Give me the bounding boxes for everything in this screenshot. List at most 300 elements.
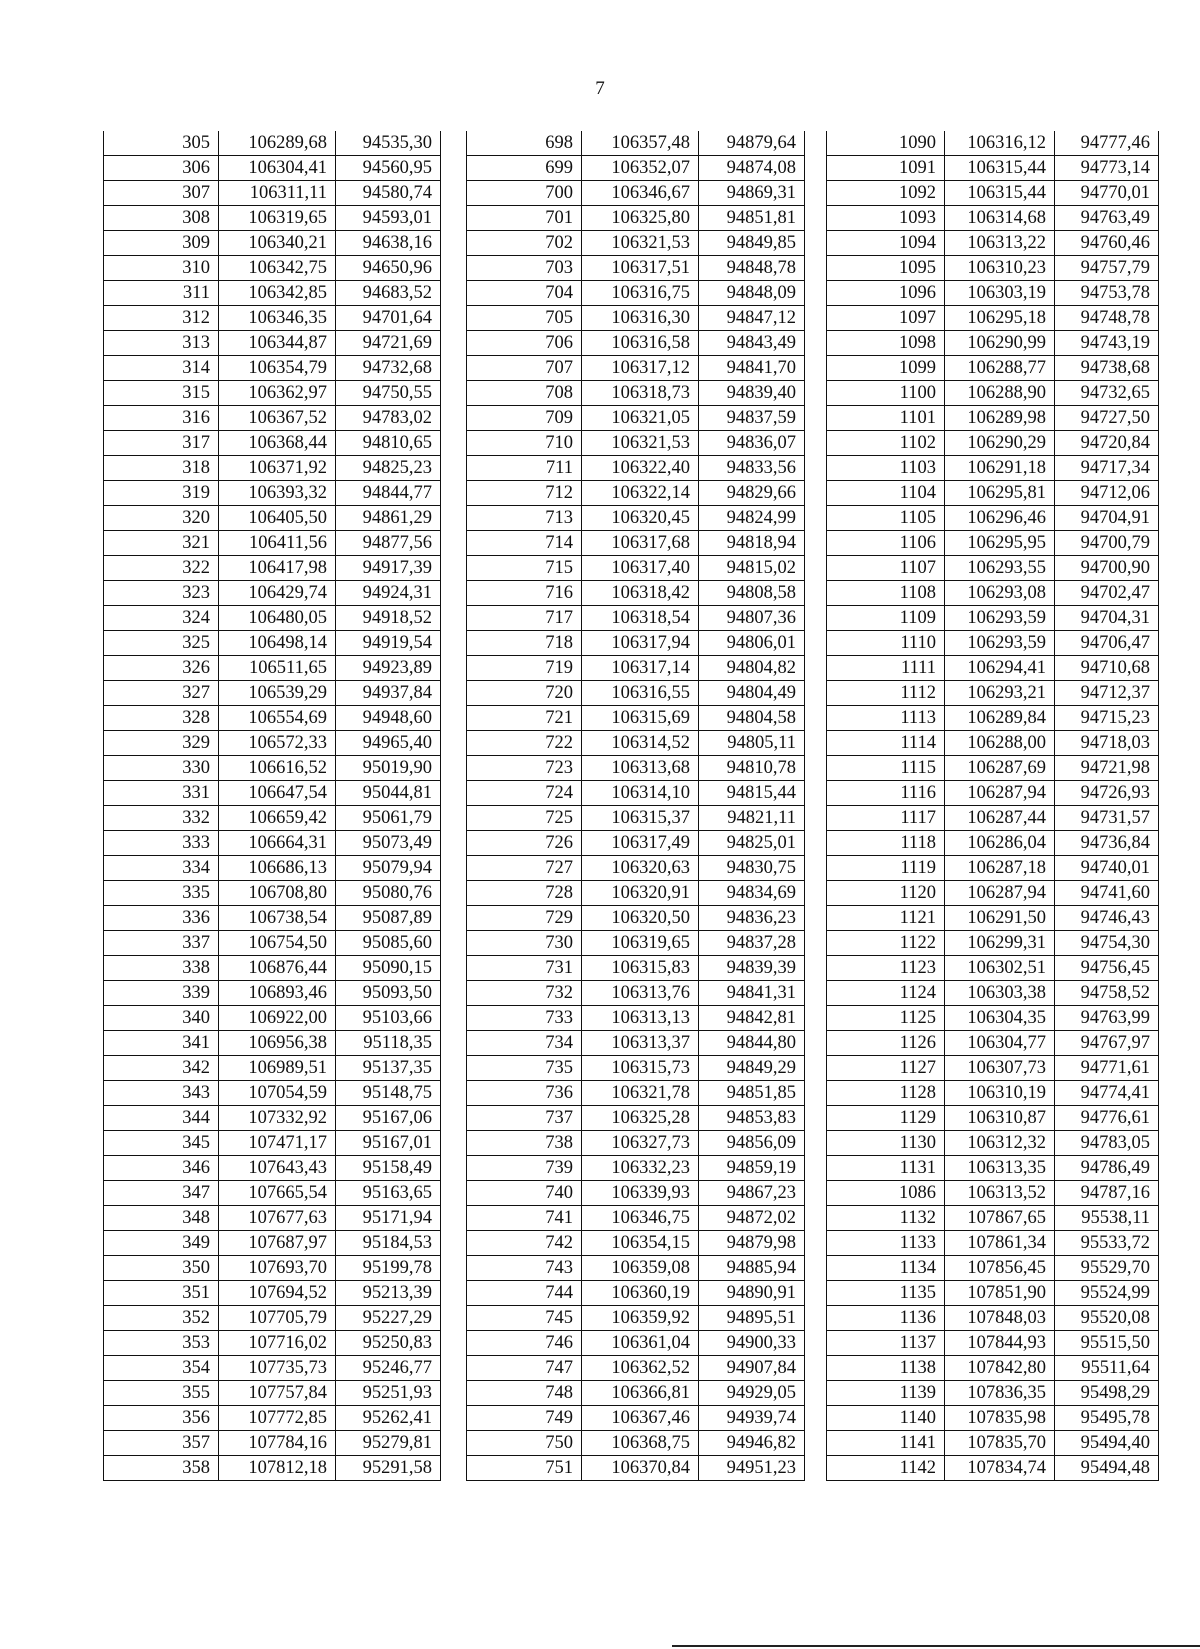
- point-number-cell: 334: [104, 856, 219, 881]
- table-row: [827, 181, 1159, 206]
- x-coordinate-cell: 106346,35: [219, 306, 336, 331]
- y-coordinate-cell: 94844,77: [336, 481, 441, 506]
- x-coordinate-cell: 107867,65: [945, 1206, 1055, 1231]
- x-coordinate-cell: 106539,29: [219, 681, 336, 706]
- y-coordinate-cell: 95137,35: [336, 1056, 441, 1081]
- point-number-cell: 345: [104, 1131, 219, 1156]
- x-coordinate-cell: 106313,13: [582, 1006, 699, 1031]
- point-number-cell: 1126: [827, 1031, 945, 1056]
- table-row: [827, 531, 1159, 556]
- table-row: [467, 1231, 805, 1256]
- x-coordinate-cell: 106304,77: [945, 1031, 1055, 1056]
- table-row: [104, 131, 441, 156]
- x-coordinate-cell: 106288,77: [945, 356, 1055, 381]
- y-coordinate-cell: 94919,54: [336, 631, 441, 656]
- table-row: [827, 456, 1159, 481]
- x-coordinate-cell: 107757,84: [219, 1381, 336, 1406]
- table-row: [827, 981, 1159, 1006]
- x-coordinate-cell: 106315,83: [582, 956, 699, 981]
- x-coordinate-cell: 106368,44: [219, 431, 336, 456]
- point-number-cell: 1116: [827, 781, 945, 806]
- point-number-cell: 331: [104, 781, 219, 806]
- table-row: [467, 1056, 805, 1081]
- table-row: [827, 1231, 1159, 1256]
- x-coordinate-cell: 106317,14: [582, 656, 699, 681]
- table-row: [104, 206, 441, 231]
- point-number-cell: 710: [467, 431, 582, 456]
- x-coordinate-cell: 106317,49: [582, 831, 699, 856]
- point-number-cell: 1115: [827, 756, 945, 781]
- point-number-cell: 318: [104, 456, 219, 481]
- x-coordinate-cell: 107842,80: [945, 1356, 1055, 1381]
- y-coordinate-cell: 94706,47: [1055, 631, 1159, 656]
- x-coordinate-cell: 106315,69: [582, 706, 699, 731]
- x-coordinate-cell: 106317,40: [582, 556, 699, 581]
- x-coordinate-cell: 106299,31: [945, 931, 1055, 956]
- point-number-cell: 1118: [827, 831, 945, 856]
- table-row: [104, 1131, 441, 1156]
- point-number-cell: 1132: [827, 1206, 945, 1231]
- point-number-cell: 1127: [827, 1056, 945, 1081]
- table-row: [467, 306, 805, 331]
- x-coordinate-cell: 107856,45: [945, 1256, 1055, 1281]
- x-coordinate-cell: 106293,55: [945, 556, 1055, 581]
- point-number-cell: 313: [104, 331, 219, 356]
- point-number-cell: 1099: [827, 356, 945, 381]
- x-coordinate-cell: 106342,75: [219, 256, 336, 281]
- y-coordinate-cell: 94750,55: [336, 381, 441, 406]
- y-coordinate-cell: 94760,46: [1055, 231, 1159, 256]
- point-number-cell: 1142: [827, 1456, 945, 1481]
- x-coordinate-cell: 106291,18: [945, 456, 1055, 481]
- x-coordinate-cell: 106346,75: [582, 1206, 699, 1231]
- x-coordinate-cell: 106362,97: [219, 381, 336, 406]
- point-number-cell: 747: [467, 1356, 582, 1381]
- point-number-cell: 699: [467, 156, 582, 181]
- x-coordinate-cell: 106316,58: [582, 331, 699, 356]
- coordinate-table-3: [826, 131, 1159, 1481]
- point-number-cell: 342: [104, 1056, 219, 1081]
- y-coordinate-cell: 94839,40: [699, 381, 805, 406]
- y-coordinate-cell: 94777,46: [1055, 131, 1159, 156]
- table-row: [827, 581, 1159, 606]
- table-row: [104, 306, 441, 331]
- point-number-cell: 355: [104, 1381, 219, 1406]
- point-number-cell: 1108: [827, 581, 945, 606]
- y-coordinate-cell: 95087,89: [336, 906, 441, 931]
- point-number-cell: 1136: [827, 1306, 945, 1331]
- table-row: [467, 831, 805, 856]
- point-number-cell: 750: [467, 1431, 582, 1456]
- y-coordinate-cell: 94843,49: [699, 331, 805, 356]
- y-coordinate-cell: 95520,08: [1055, 1306, 1159, 1331]
- point-number-cell: 309: [104, 231, 219, 256]
- point-number-cell: 343: [104, 1081, 219, 1106]
- table-row: [467, 981, 805, 1006]
- x-coordinate-cell: 106313,37: [582, 1031, 699, 1056]
- point-number-cell: 315: [104, 381, 219, 406]
- table-row: [467, 1406, 805, 1431]
- point-number-cell: 704: [467, 281, 582, 306]
- point-number-cell: 1100: [827, 381, 945, 406]
- point-number-cell: 717: [467, 606, 582, 631]
- table-row: [827, 431, 1159, 456]
- y-coordinate-cell: 94939,74: [699, 1406, 805, 1431]
- table-row: [827, 231, 1159, 256]
- table-row: [104, 1356, 441, 1381]
- point-number-cell: 1125: [827, 1006, 945, 1031]
- point-number-cell: 733: [467, 1006, 582, 1031]
- table-row: [104, 256, 441, 281]
- y-coordinate-cell: 95118,35: [336, 1031, 441, 1056]
- point-number-cell: 352: [104, 1306, 219, 1331]
- x-coordinate-cell: 106393,32: [219, 481, 336, 506]
- y-coordinate-cell: 94702,47: [1055, 581, 1159, 606]
- point-number-cell: 346: [104, 1156, 219, 1181]
- table-row: [104, 356, 441, 381]
- x-coordinate-cell: 106296,46: [945, 506, 1055, 531]
- x-coordinate-cell: 106315,37: [582, 806, 699, 831]
- y-coordinate-cell: 94869,31: [699, 181, 805, 206]
- point-number-cell: 698: [467, 131, 582, 156]
- table-row: [467, 556, 805, 581]
- point-number-cell: 732: [467, 981, 582, 1006]
- y-coordinate-cell: 94771,61: [1055, 1056, 1159, 1081]
- x-coordinate-cell: 106303,38: [945, 981, 1055, 1006]
- x-coordinate-cell: 106310,19: [945, 1081, 1055, 1106]
- y-coordinate-cell: 94825,01: [699, 831, 805, 856]
- y-coordinate-cell: 94946,82: [699, 1431, 805, 1456]
- point-number-cell: 1107: [827, 556, 945, 581]
- y-coordinate-cell: 94929,05: [699, 1381, 805, 1406]
- y-coordinate-cell: 94836,23: [699, 906, 805, 931]
- point-number-cell: 356: [104, 1406, 219, 1431]
- x-coordinate-cell: 106352,07: [582, 156, 699, 181]
- y-coordinate-cell: 94818,94: [699, 531, 805, 556]
- x-coordinate-cell: 106322,40: [582, 456, 699, 481]
- y-coordinate-cell: 95250,83: [336, 1331, 441, 1356]
- y-coordinate-cell: 94754,30: [1055, 931, 1159, 956]
- y-coordinate-cell: 94834,69: [699, 881, 805, 906]
- y-coordinate-cell: 94580,74: [336, 181, 441, 206]
- x-coordinate-cell: 106320,50: [582, 906, 699, 931]
- y-coordinate-cell: 94839,39: [699, 956, 805, 981]
- point-number-cell: 305: [104, 131, 219, 156]
- table-row: [104, 1381, 441, 1406]
- table-row: [104, 856, 441, 881]
- y-coordinate-cell: 94700,79: [1055, 531, 1159, 556]
- table-row: [827, 906, 1159, 931]
- x-coordinate-cell: 106342,85: [219, 281, 336, 306]
- y-coordinate-cell: 94704,31: [1055, 606, 1159, 631]
- table-row: [827, 281, 1159, 306]
- y-coordinate-cell: 94810,78: [699, 756, 805, 781]
- table-row: [104, 1331, 441, 1356]
- x-coordinate-cell: 107643,43: [219, 1156, 336, 1181]
- table-row: [467, 281, 805, 306]
- y-coordinate-cell: 94849,85: [699, 231, 805, 256]
- point-number-cell: 311: [104, 281, 219, 306]
- table-row: [467, 631, 805, 656]
- table-row: [827, 956, 1159, 981]
- y-coordinate-cell: 94815,02: [699, 556, 805, 581]
- x-coordinate-cell: 106659,42: [219, 806, 336, 831]
- x-coordinate-cell: 106922,00: [219, 1006, 336, 1031]
- table-row: [104, 1056, 441, 1081]
- table-row: [104, 731, 441, 756]
- table-row: [827, 1081, 1159, 1106]
- point-number-cell: 711: [467, 456, 582, 481]
- table-row: [827, 331, 1159, 356]
- y-coordinate-cell: 95279,81: [336, 1431, 441, 1456]
- table-row: [827, 681, 1159, 706]
- table-row: [827, 1356, 1159, 1381]
- table-row: [467, 1381, 805, 1406]
- table-row: [467, 356, 805, 381]
- table-row: [827, 1431, 1159, 1456]
- x-coordinate-cell: 106303,19: [945, 281, 1055, 306]
- x-coordinate-cell: 106340,21: [219, 231, 336, 256]
- x-coordinate-cell: 106429,74: [219, 581, 336, 606]
- x-coordinate-cell: 106321,53: [582, 431, 699, 456]
- x-coordinate-cell: 106893,46: [219, 981, 336, 1006]
- y-coordinate-cell: 94937,84: [336, 681, 441, 706]
- y-coordinate-cell: 95061,79: [336, 806, 441, 831]
- table-row: [827, 306, 1159, 331]
- table-row: [467, 756, 805, 781]
- point-number-cell: 1133: [827, 1231, 945, 1256]
- x-coordinate-cell: 106289,98: [945, 406, 1055, 431]
- y-coordinate-cell: 94767,97: [1055, 1031, 1159, 1056]
- y-coordinate-cell: 94741,60: [1055, 881, 1159, 906]
- point-number-cell: 1097: [827, 306, 945, 331]
- x-coordinate-cell: 106344,87: [219, 331, 336, 356]
- table-row: [467, 481, 805, 506]
- table-row: [104, 1231, 441, 1256]
- x-coordinate-cell: 107861,34: [945, 1231, 1055, 1256]
- table-row: [467, 681, 805, 706]
- y-coordinate-cell: 94736,84: [1055, 831, 1159, 856]
- y-coordinate-cell: 94748,78: [1055, 306, 1159, 331]
- x-coordinate-cell: 106294,41: [945, 656, 1055, 681]
- y-coordinate-cell: 95148,75: [336, 1081, 441, 1106]
- y-coordinate-cell: 94756,45: [1055, 956, 1159, 981]
- x-coordinate-cell: 106738,54: [219, 906, 336, 931]
- y-coordinate-cell: 95529,70: [1055, 1256, 1159, 1281]
- table-row: [827, 1306, 1159, 1331]
- x-coordinate-cell: 107835,70: [945, 1431, 1055, 1456]
- table-row: [104, 706, 441, 731]
- table-row: [827, 606, 1159, 631]
- point-number-cell: 1109: [827, 606, 945, 631]
- x-coordinate-cell: 106302,51: [945, 956, 1055, 981]
- table-row: [104, 581, 441, 606]
- table-row: [827, 156, 1159, 181]
- point-number-cell: 1111: [827, 656, 945, 681]
- y-coordinate-cell: 95184,53: [336, 1231, 441, 1256]
- x-coordinate-cell: 106315,44: [945, 156, 1055, 181]
- x-coordinate-cell: 106313,68: [582, 756, 699, 781]
- table-row: [827, 1156, 1159, 1181]
- y-coordinate-cell: 95494,48: [1055, 1456, 1159, 1481]
- point-number-cell: 322: [104, 556, 219, 581]
- table-row: [467, 1431, 805, 1456]
- y-coordinate-cell: 95291,58: [336, 1456, 441, 1481]
- x-coordinate-cell: 106314,68: [945, 206, 1055, 231]
- y-coordinate-cell: 94849,29: [699, 1056, 805, 1081]
- y-coordinate-cell: 94918,52: [336, 606, 441, 631]
- x-coordinate-cell: 106319,65: [219, 206, 336, 231]
- point-number-cell: 316: [104, 406, 219, 431]
- point-number-cell: 726: [467, 831, 582, 856]
- y-coordinate-cell: 94535,30: [336, 131, 441, 156]
- y-coordinate-cell: 95199,78: [336, 1256, 441, 1281]
- x-coordinate-cell: 106511,65: [219, 656, 336, 681]
- point-number-cell: 333: [104, 831, 219, 856]
- y-coordinate-cell: 94786,49: [1055, 1156, 1159, 1181]
- y-coordinate-cell: 94825,23: [336, 456, 441, 481]
- x-coordinate-cell: 106287,69: [945, 756, 1055, 781]
- table-row: [827, 381, 1159, 406]
- x-coordinate-cell: 106346,67: [582, 181, 699, 206]
- table-row: [467, 806, 805, 831]
- table-row: [827, 256, 1159, 281]
- table-row: [467, 156, 805, 181]
- point-number-cell: 335: [104, 881, 219, 906]
- x-coordinate-cell: 106287,44: [945, 806, 1055, 831]
- x-coordinate-cell: 106318,54: [582, 606, 699, 631]
- x-coordinate-cell: 106295,95: [945, 531, 1055, 556]
- x-coordinate-cell: 107812,18: [219, 1456, 336, 1481]
- y-coordinate-cell: 95080,76: [336, 881, 441, 906]
- y-coordinate-cell: 95093,50: [336, 981, 441, 1006]
- table-row: [104, 1206, 441, 1231]
- table-row: [104, 1106, 441, 1131]
- table-row: [827, 1206, 1159, 1231]
- x-coordinate-cell: 106316,75: [582, 281, 699, 306]
- point-number-cell: 307: [104, 181, 219, 206]
- x-coordinate-cell: 106361,04: [582, 1331, 699, 1356]
- x-coordinate-cell: 107772,85: [219, 1406, 336, 1431]
- x-coordinate-cell: 106286,04: [945, 831, 1055, 856]
- y-coordinate-cell: 94638,16: [336, 231, 441, 256]
- x-coordinate-cell: 107851,90: [945, 1281, 1055, 1306]
- point-number-cell: 1098: [827, 331, 945, 356]
- y-coordinate-cell: 94783,05: [1055, 1131, 1159, 1156]
- point-number-cell: 358: [104, 1456, 219, 1481]
- table-row: [827, 1031, 1159, 1056]
- point-number-cell: 1134: [827, 1256, 945, 1281]
- table-row: [104, 481, 441, 506]
- table-row: [104, 931, 441, 956]
- y-coordinate-cell: 95085,60: [336, 931, 441, 956]
- table-row: [104, 431, 441, 456]
- point-number-cell: 716: [467, 581, 582, 606]
- table-row: [467, 131, 805, 156]
- x-coordinate-cell: 106311,11: [219, 181, 336, 206]
- point-number-cell: 1114: [827, 731, 945, 756]
- point-number-cell: 344: [104, 1106, 219, 1131]
- point-number-cell: 736: [467, 1081, 582, 1106]
- table-row: [827, 881, 1159, 906]
- x-coordinate-cell: 107834,74: [945, 1456, 1055, 1481]
- point-number-cell: 740: [467, 1181, 582, 1206]
- table-row: [467, 581, 805, 606]
- x-coordinate-cell: 106291,50: [945, 906, 1055, 931]
- table-row: [104, 556, 441, 581]
- point-number-cell: 723: [467, 756, 582, 781]
- point-number-cell: 742: [467, 1231, 582, 1256]
- x-coordinate-cell: 106370,84: [582, 1456, 699, 1481]
- y-coordinate-cell: 95515,50: [1055, 1331, 1159, 1356]
- table-row: [467, 1256, 805, 1281]
- y-coordinate-cell: 94718,03: [1055, 731, 1159, 756]
- x-coordinate-cell: 106554,69: [219, 706, 336, 731]
- point-number-cell: 326: [104, 656, 219, 681]
- table-row: [467, 856, 805, 881]
- x-coordinate-cell: 106354,79: [219, 356, 336, 381]
- y-coordinate-cell: 94770,01: [1055, 181, 1159, 206]
- x-coordinate-cell: 106367,46: [582, 1406, 699, 1431]
- y-coordinate-cell: 94890,91: [699, 1281, 805, 1306]
- y-coordinate-cell: 94717,34: [1055, 456, 1159, 481]
- point-number-cell: 731: [467, 956, 582, 981]
- y-coordinate-cell: 94859,19: [699, 1156, 805, 1181]
- y-coordinate-cell: 95246,77: [336, 1356, 441, 1381]
- x-coordinate-cell: 106357,48: [582, 131, 699, 156]
- point-number-cell: 1090: [827, 131, 945, 156]
- point-number-cell: 729: [467, 906, 582, 931]
- y-coordinate-cell: 94758,52: [1055, 981, 1159, 1006]
- y-coordinate-cell: 94824,99: [699, 506, 805, 531]
- point-number-cell: 735: [467, 1056, 582, 1081]
- table-row: [467, 1081, 805, 1106]
- point-number-cell: 709: [467, 406, 582, 431]
- y-coordinate-cell: 94593,01: [336, 206, 441, 231]
- table-row: [104, 231, 441, 256]
- table-row: [104, 181, 441, 206]
- point-number-cell: 706: [467, 331, 582, 356]
- table-row: [827, 706, 1159, 731]
- y-coordinate-cell: 94727,50: [1055, 406, 1159, 431]
- y-coordinate-cell: 95251,93: [336, 1381, 441, 1406]
- table-row: [104, 1181, 441, 1206]
- y-coordinate-cell: 94877,56: [336, 531, 441, 556]
- y-coordinate-cell: 94848,09: [699, 281, 805, 306]
- y-coordinate-cell: 95079,94: [336, 856, 441, 881]
- point-number-cell: 339: [104, 981, 219, 1006]
- point-number-cell: 703: [467, 256, 582, 281]
- table-row: [827, 1006, 1159, 1031]
- y-coordinate-cell: 94773,14: [1055, 156, 1159, 181]
- y-coordinate-cell: 94806,01: [699, 631, 805, 656]
- table-row: [104, 1281, 441, 1306]
- table-row: [104, 831, 441, 856]
- point-number-cell: 722: [467, 731, 582, 756]
- table-row: [104, 1306, 441, 1331]
- point-number-cell: 306: [104, 156, 219, 181]
- x-coordinate-cell: 106287,18: [945, 856, 1055, 881]
- y-coordinate-cell: 94856,09: [699, 1131, 805, 1156]
- y-coordinate-cell: 94885,94: [699, 1256, 805, 1281]
- point-number-cell: 1135: [827, 1281, 945, 1306]
- x-coordinate-cell: 106956,38: [219, 1031, 336, 1056]
- table-row: [827, 1281, 1159, 1306]
- y-coordinate-cell: 94837,59: [699, 406, 805, 431]
- table-row: [827, 506, 1159, 531]
- table-row: [467, 781, 805, 806]
- table-row: [104, 1456, 441, 1481]
